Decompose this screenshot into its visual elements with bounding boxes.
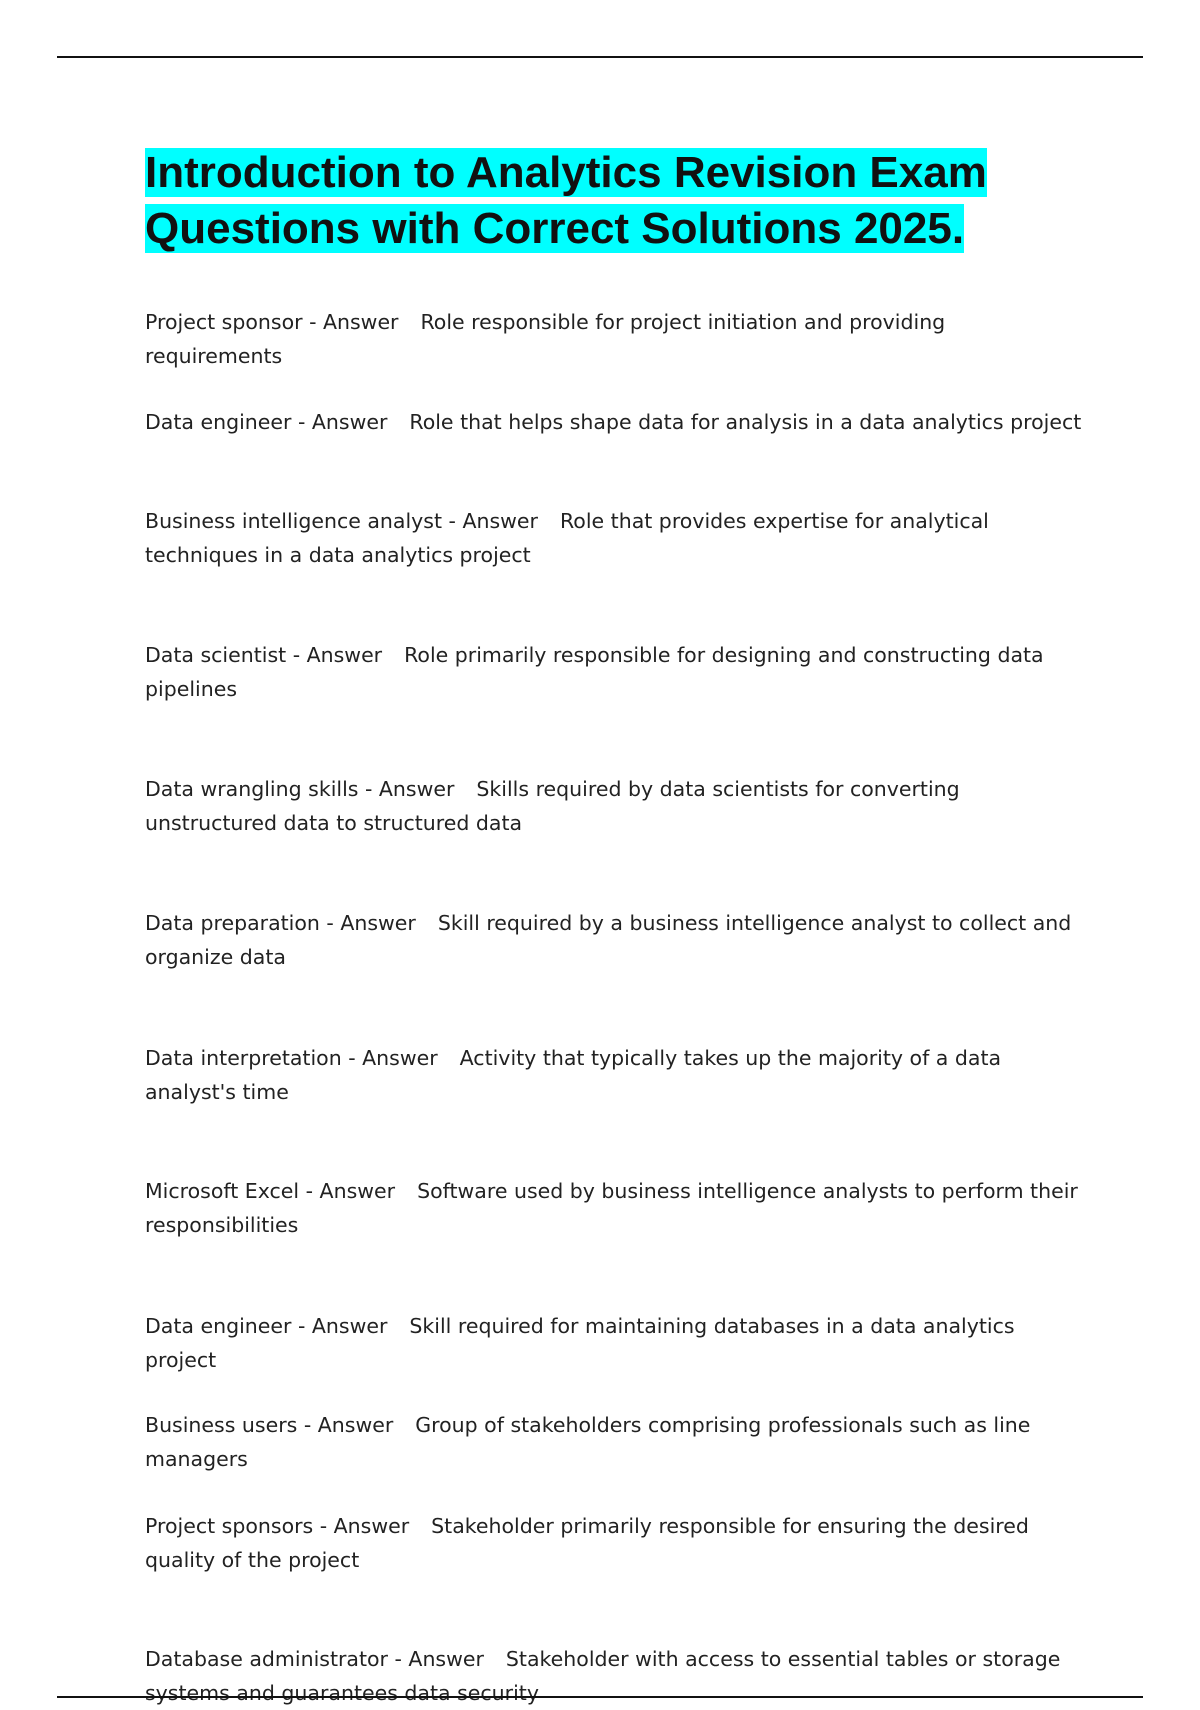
item-definition: Group of stakeholders comprising professionals such as line managers xyxy=(145,1413,1031,1471)
list-item xyxy=(145,1041,1085,1109)
item-definition: Skill required by a business intelligence analyst to collect and organize data xyxy=(145,911,1072,969)
top-divider xyxy=(57,56,1143,58)
list-item xyxy=(145,772,1085,840)
item-term: Data preparation xyxy=(145,911,320,935)
item-definition: Software used by business intelligence analysts to perform their responsibilities xyxy=(145,1179,1078,1237)
item-term: Data wrangling skills xyxy=(145,777,359,801)
list-item xyxy=(145,1309,1085,1377)
item-definition: Stakeholder with access to essential tables or storage systems and guarantees data security xyxy=(145,1647,1061,1705)
list-item xyxy=(145,504,1085,572)
list-item xyxy=(145,906,1085,974)
list-item xyxy=(145,1174,1085,1242)
item-definition: Role that helps shape data for analysis in a data analytics project xyxy=(409,410,1082,434)
item-answer-label: - Answer xyxy=(299,1179,396,1203)
bottom-divider xyxy=(57,1696,1143,1698)
item-answer-label: - Answer xyxy=(313,1514,410,1538)
item-definition: Role primarily responsible for designing and constructing data pipelines xyxy=(145,643,1044,701)
document-title xyxy=(145,145,1085,257)
item-answer-label: - Answer xyxy=(291,1314,388,1338)
item-term: Data interpretation xyxy=(145,1046,342,1070)
item-answer-label: - Answer xyxy=(286,643,383,667)
item-answer-label: - Answer xyxy=(297,1413,394,1437)
item-answer-label: - Answer xyxy=(302,310,399,334)
item-answer-label: - Answer xyxy=(319,911,416,935)
item-answer-label: - Answer xyxy=(358,777,455,801)
item-term: Data engineer xyxy=(145,410,292,434)
item-term: Business intelligence analyst xyxy=(145,509,443,533)
item-definition: Role that provides expertise for analytical techniques in a data analytics project xyxy=(145,509,989,567)
item-definition: Skill required for maintaining databases in a data analytics project xyxy=(145,1314,1015,1372)
item-term: Project sponsors xyxy=(145,1514,314,1538)
item-answer-label: - Answer xyxy=(387,1647,484,1671)
list-item xyxy=(145,1408,1085,1476)
document-body xyxy=(145,145,1085,1705)
item-answer-label: - Answer xyxy=(291,410,388,434)
item-term: Project sponsor xyxy=(145,310,303,334)
item-term: Data scientist xyxy=(145,643,287,667)
item-term: Data engineer xyxy=(145,1314,292,1338)
item-term: Database administrator xyxy=(145,1647,388,1671)
title-highlight: Introduction to Analytics Revision Exam Questions with Correct Solutions 2025. xyxy=(145,148,987,253)
item-definition: Role responsible for project initiation and providing requirements xyxy=(145,310,946,368)
list-item xyxy=(145,1509,1085,1577)
list-item xyxy=(145,638,1085,706)
item-term: Business users xyxy=(145,1413,298,1437)
list-item xyxy=(145,405,1081,439)
item-answer-label: - Answer xyxy=(442,509,538,533)
item-answer-label: - Answer xyxy=(341,1046,438,1070)
item-term: Microsoft Excel xyxy=(145,1179,300,1203)
item-definition: Activity that typically takes up the majority of a data analyst's time xyxy=(145,1046,1002,1104)
list-item xyxy=(145,305,1085,373)
item-definition: Skills required by data scientists for converting unstructured data to structured data xyxy=(145,777,960,835)
item-definition: Stakeholder primarily responsible for ensuring the desired quality of the project xyxy=(145,1514,1029,1572)
